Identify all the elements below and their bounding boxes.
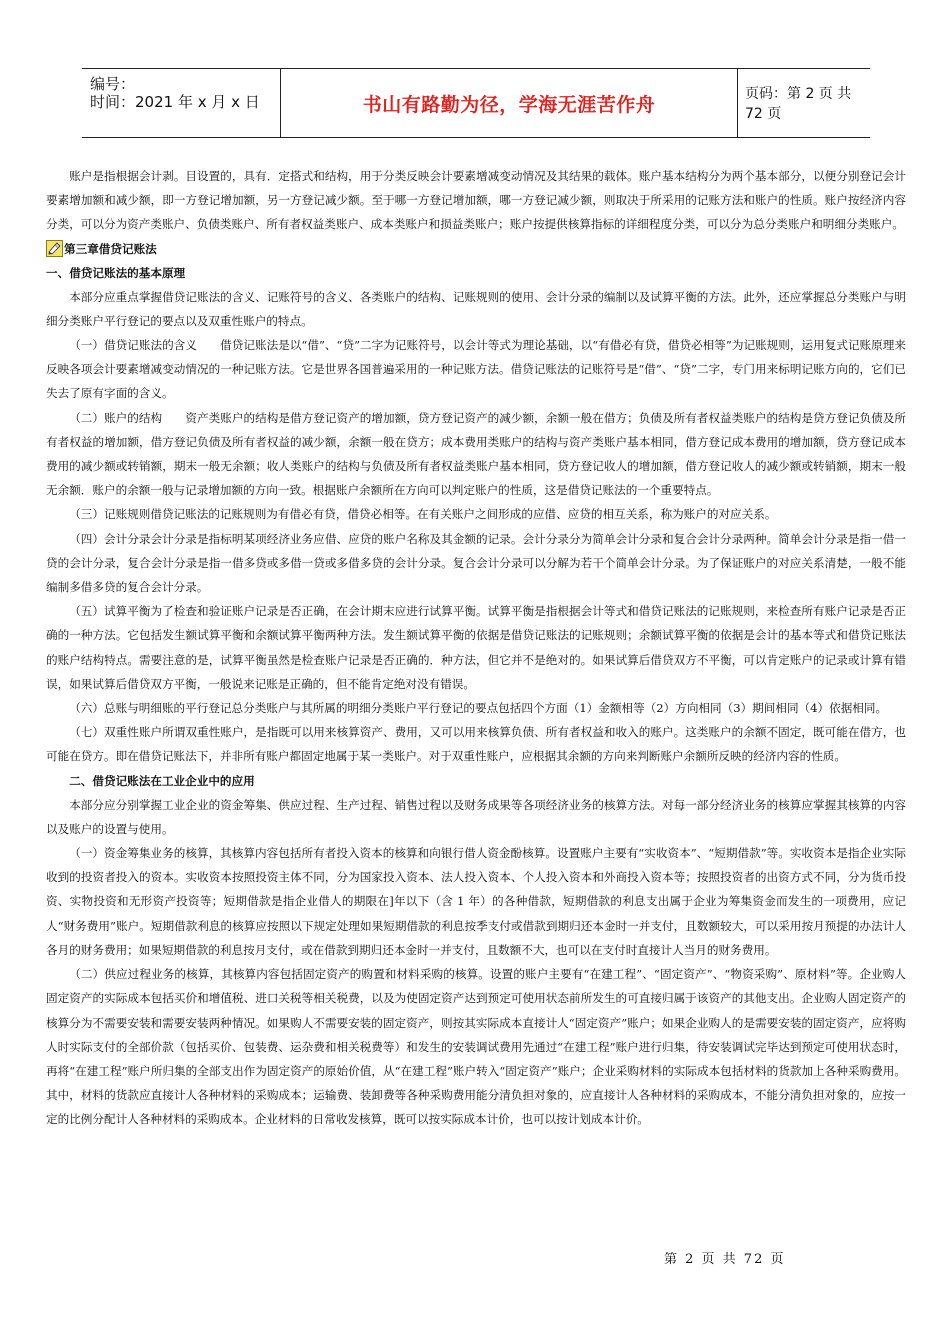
- paragraph: （一）借贷记账法的含义 借贷记账法是以“借”、“贷”二字为记账符号，以会计等式为理论基础，以“有借必有贷，借贷必相等”为记账规则，运用复式记账原理来反映各项会计要素增减变动情况的一种记账方法。它是世界各国普遍采用的一种记账方法。借贷记账法的记账符号是“借”、“贷”二字，专门用来标明记账方向的，它们已失去了原有字面的含义。: [46, 338, 906, 401]
- motto: 书山有路勤为径，学海无涯苦作舟: [362, 93, 656, 116]
- section-2-title: 二、借贷记账法在工业企业中的应用: [69, 773, 255, 788]
- paragraph: （一）资金筹集业务的核算，其核算内容包括所有者投入资本的核算和向银行借人资金酚核算。设置账户主要有“实收资本”、“短期借款”等。实收资本是指企业实际收到的投资者投入的资本。实收资本按照投资主体不同，分为国家投入资本、法人投入资本、个人投入资本和外商投入资本等；按照投资者的出资方式不同，分为货币投资、实物投资和无形资产投资等；短期借款是指企业借人的期限在]年以下（含 1 年）的各种借款，短期借款的利息支出属于企业为筹集资金而发生的一项费用，应记人“财务费用”账户。短期借款利息的核算应按照以下规定处理如果短期借款的利息按季支付或借款到期归还本金时一并支付，且数额较大，可以采用按月预提的办法计人各月的财务费用；如果短期借款的利息按月支付，或在借款到期归还本金时一并支付，且数额不大，也可以在支付时直接计人当月的财务费用。: [46, 846, 906, 957]
- header-meta-cell: [82, 69, 280, 137]
- paragraph: （七）双重性账户所谓双重性账户，是指既可以用来核算资产、费用，又可以用来核算负债、所有者权益和收入的账户。这类账户的余额不固定，既可能在借方，也可能在贷方。即在借贷记账法下，并非所有账户都固定地属于某一类账户。对于双重性账户，应根据其余额的方向来判断账户余额所反映的经济内容的性质。: [46, 725, 906, 764]
- paragraph: （六）总账与明细账的平行登记总分类账户与其所属的明细分类账户平行登记的要点包括四个方面（1）金额相等（2）方向相同（3）期间相同（4）依据相同。: [69, 701, 888, 716]
- page-footer: 第 2 页 共 72 页: [664, 1252, 786, 1267]
- header-table: [82, 68, 870, 138]
- section-1-title: 一、借贷记账法的基本原理: [46, 265, 186, 280]
- paragraph: （四）会计分录会计分录是指标明某项经济业务应借、应贷的账户名称及其金额的记录。会计分录分为简单会计分录和复合会计分录两种。简单会计分录是指一借一贷的会计分录，复合会计分录是指一借多贷或多借一贷或多借多贷的会计分录。复合会计分录可以分解为若干个简单会计分录。为了保证账户的对应关系清楚，一般不能编制多借多贷的复合会计分录。: [46, 531, 906, 595]
- code-label: 编号：: [90, 75, 136, 93]
- paragraph: （二）账户的结构 资产类账户的结构是借方登记资产的增加额，贷方登记资产的减少额，余额一般在借方；负债及所有者权益类账户的结构是贷方登记负债及所有者权益的增加额，借方登记负债及所有者权益的减少额，余额一般在贷方；成本费用类账户的结构与资产类账户基本相同，借方登记成本费用的增加额，贷方登记成本费用的减少额或转销额，期末一般无余额；收人类账户的结构与负债及所有者权益类账户基本相同，贷方登记收人的增加额，借方登记收人的减少额或转销额，期末一般无余额．账户的余额一般与记录增加额的方向一致。根据账户余额所在方向可以判定账户的性质，这是借贷记账法的一个重要特点。: [46, 410, 906, 498]
- paragraph: （五）试算平衡为了检查和验证账户记录是否正确，在会计期末应进行试算平衡。试算平衡是指根据会计等式和借贷记账法的记账规则，来检查所有账户记录是否正确的一种方法。它包括发生额试算平衡和余额试算平衡两种方法。发生额试算平衡的依据是借贷记账法的记账规则；余额试算平衡的依据是会计的基本等式和借贷记账法的账户结构特点。需要注意的是，试算平衡虽然是检查账户记录是否正确的．种方法，但它并不是绝对的。如果试算后借贷双方不平衡，可以肯定账户的记录或计算有错误，如果试算后借贷双方平衡，一般说来记账是正确的，但不能肯定绝对没有错误。: [46, 604, 906, 691]
- section-1-intro: 本部分应重点掌握借贷记账法的含义、记账符号的含义、各类账户的结构、记账规则的使用、会计分录的编制以及试算平衡的方法。此外，还应掌握总分类账户与明细分类账户平行登记的要点以及双重性账户的特点。: [46, 289, 906, 328]
- chapter-title: 第三章借贷记账法: [64, 241, 157, 256]
- note-icon: [46, 240, 63, 257]
- page-number-label: 页码：第 2 页 共 72 页: [745, 86, 852, 122]
- date-label: 时间：2021 年 x 月 x 日: [90, 93, 260, 111]
- paragraph: （三）记账规则借贷记账法的记账规则为有借必有贷，借贷必相等。在有关账户之间形成的应借、应贷的相互关系，称为账户的对应关系。: [69, 507, 777, 522]
- header-motto-cell: [280, 69, 738, 137]
- section-2-intro: 本部分应分别掌握工业企业的资金筹集、供应过程、生产过程、销售过程以及财务成果等各项经济业务的核算方法。对每一部分经济业务的核算应掌握其核算的内容以及账户的设置与使用。: [46, 797, 906, 836]
- chapter-heading: [46, 237, 906, 261]
- intro-paragraph: 账户是指根据会计剥。目设置的，具有．定搭式和结构，用于分类反映会计要素增减变动情况及其结果的载体。账户基本结构分为两个基本部分，以便分别登记会计要素增加额和减少额，即一方登记增加额，另一方登记减少额。至于哪一方登记增加额，哪一方登记减少额，则取决于所采用的记账方法和账户的性质。账户按经济内容分类，可以分为资产类账户、负债类账户、所有者权益类账户、成本类账户和损益类账户；账户按提供核算指标的详细程度分类，可以分为总分类账户和明细分类账户。: [46, 169, 906, 232]
- paragraph: （二）供应过程业务的核算，其核算内容包括固定资产的购置和材料采购的核算。设置的账户主要有“在建工程”、“固定资产”、“物资采购”、原材料”等。企业购人固定资产的实际成本包括买价和增值税、进口关税等相关税费，以及为使固定资产达到预定可使用状态前所发生的可直接归属于该资产的其他支出。企业购人固定资产的核算分为不需要安装和需要安装两种情况。如果购人不需要安装的固定资产，则按其实际成本直接计人“固定资产”账户；如果企业购人的是需要安装的固定资产，应将购人时实际支付的全部价款（包括买价、包装费、运杂费和相关税费等）和发生的安装调试费用先通过“在建工程”账户进行归集，待安装调试完毕达到预定可使用状态时，再将“在建工程”账户所归集的全部支出作为固定资产的原始价值，从“在建工程”账户转入“固定资产”账户；企业采购材料的实际成本包括材料的货款加上各种采购费用。其中，材料的货款应直接计人各种材料的采购成本；运输费、装卸费等各种采购费用能分清负担对象的，应直接计人各种材料的采购成本，不能分清负担对象的，应按一定的比例分配计人各种材料的采购成本。企业材料的日常收发核算，既可以按实际成本计价，也可以按计划成本计价。: [46, 967, 906, 1127]
- document-body: [46, 164, 906, 1132]
